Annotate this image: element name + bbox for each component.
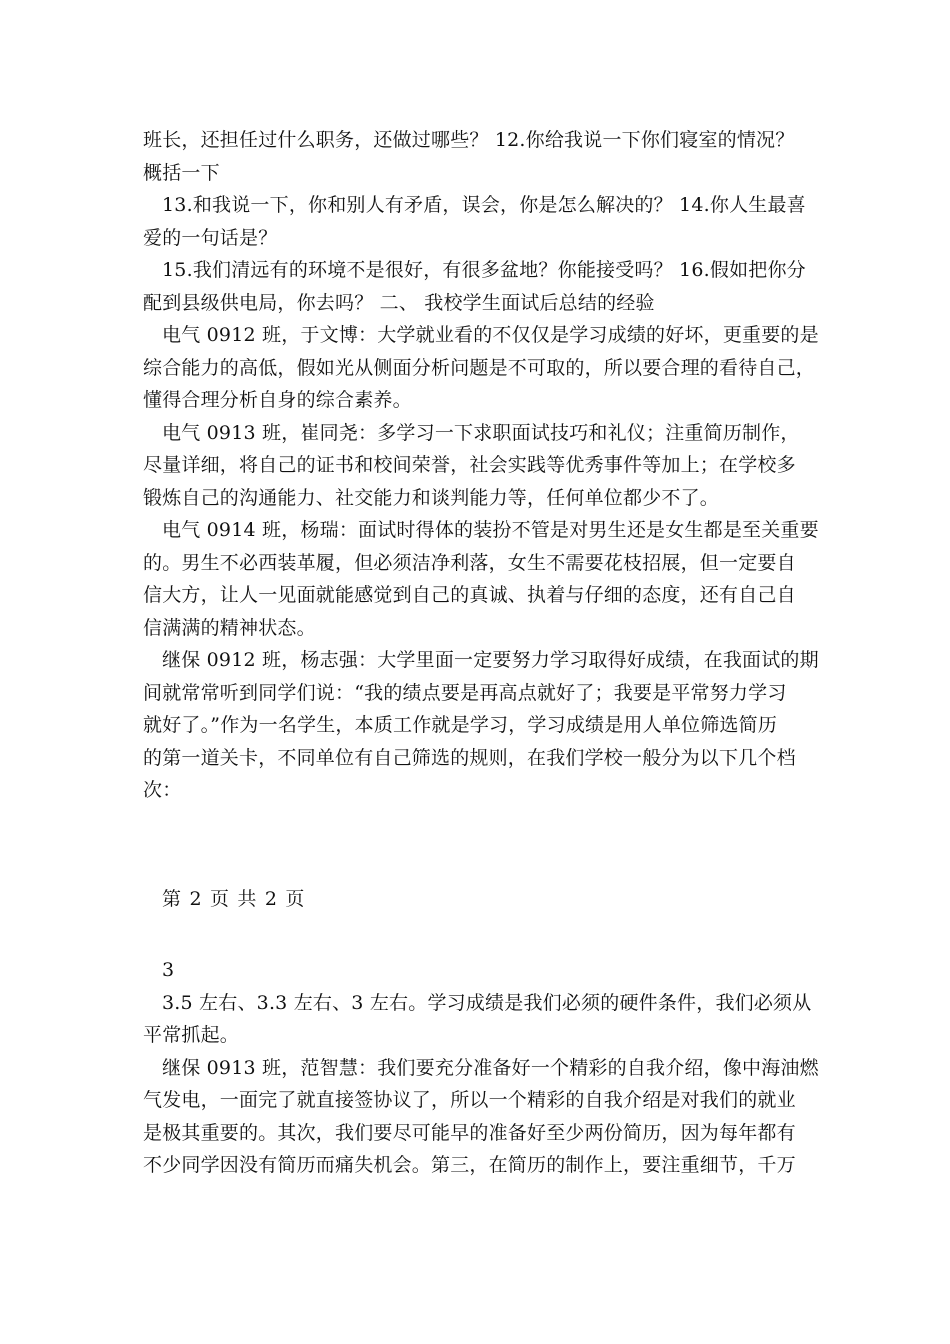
text-line: 13.和我说一下，你和别人有矛盾，误会，你是怎么解决的？ 14.你人生最喜 xyxy=(162,194,806,216)
text-line: 懂得合理分析自身的综合素养。 xyxy=(143,389,412,411)
text-line: 的。男生不必西装革履，但必须洁净利落，女生不需要花枝招展，但一定要自 xyxy=(143,551,796,574)
text-line: 继保 0912 班，杨志强：大学里面一定要努力学习取得好成绩，在我面试的期 xyxy=(162,649,819,671)
text-line: 3.5 左右、3.3 左右、3 左右。学习成绩是我们必须的硬件条件，我们必须从 xyxy=(162,991,812,1014)
page-count-label: 第 2 页 共 2 页 xyxy=(162,888,305,910)
text-line: 的第一道关卡，不同单位有自己筛选的规则，在我们学校一般分为以下几个档 xyxy=(143,746,796,769)
text-line: 是极其重要的。其次，我们要尽可能早的准备好至少两份简历，因为每年都有 xyxy=(143,1121,796,1144)
text-line: 概括一下 xyxy=(143,161,220,184)
text-line: 班长，还担任过什么职务，还做过哪些？ 12.你给我说一下你们寝室的情况？ xyxy=(143,129,795,151)
text-line: 电气 0913 班，崔同尧：多学习一下求职面试技巧和礼仪；注重简历制作， xyxy=(162,421,800,444)
text-line: 次： xyxy=(143,779,182,801)
text-line: 继保 0913 班，范智慧：我们要充分准备好一个精彩的自我介绍，像中海油燃 xyxy=(162,1056,819,1079)
document-body-top xyxy=(143,124,819,807)
text-line: 气发电，一面完了就直接签协议了，所以一个精彩的自我介绍是对我们的就业 xyxy=(143,1089,796,1111)
text-line: 锻炼自己的沟通能力、社交能力和谈判能力等，任何单位都少不了。 xyxy=(143,486,720,509)
text-line: 爱的一句话是？ xyxy=(143,226,278,249)
page-footer xyxy=(143,883,813,916)
text-line: 就好了。”作为一名学生，本质工作就是学习，学习成绩是用人单位筛选简历 xyxy=(143,714,778,736)
text-line: 电气 0914 班，杨瑞：面试时得体的装扮不管是对男生还是女生都是至关重要 xyxy=(162,519,819,541)
text-line: 综合能力的高低，假如光从侧面分析问题是不可取的，所以要合理的看待自己， xyxy=(143,356,816,379)
text-line: 配到县级供电局，你去吗？ 二、 我校学生面试后总结的经验 xyxy=(143,291,655,314)
text-line: 平常抓起。 xyxy=(143,1024,240,1046)
document-body-bottom xyxy=(143,954,819,1182)
text-line: 不少同学因没有简历而痛失机会。第三，在简历的制作上，要注重细节，千万 xyxy=(143,1154,796,1176)
text-line: 15.我们清远有的环境不是很好，有很多盆地？你能接受吗？ 16.假如把你分 xyxy=(162,259,806,281)
text-line: 电气 0912 班，于文博：大学就业看的不仅仅是学习成绩的好坏，更重要的是 xyxy=(162,324,819,346)
text-line: 信满满的精神状态。 xyxy=(143,616,316,639)
text-line: 尽量详细，将自己的证书和校间荣誉，社会实践等优秀事件等加上；在学校多 xyxy=(143,454,796,476)
text-line: 信大方，让人一见面就能感觉到自己的真诚、执着与仔细的态度，还有自己自 xyxy=(143,584,796,606)
page-number: 3 xyxy=(162,959,175,981)
text-line: 间就常常听到同学们说：“我的绩点要是再高点就好了；我要是平常努力学习 xyxy=(143,681,787,704)
